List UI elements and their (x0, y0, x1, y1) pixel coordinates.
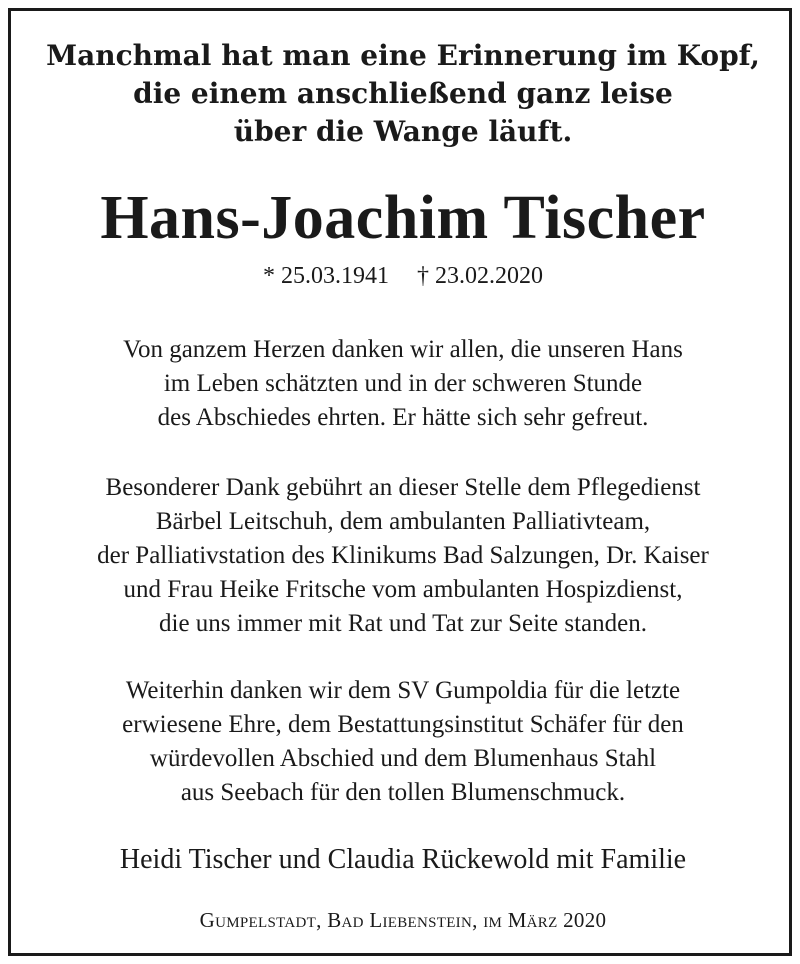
paragraph-line: des Abschiedes ehrten. Er hätte sich sehr gefreut. (157, 404, 649, 431)
paragraph-line: aus Seebach für den tollen Blumenschmuck. (180, 779, 626, 806)
thanks-paragraph (11, 333, 795, 435)
paragraph-line: Von ganzem Herzen danken wir allen, die unseren Hans (123, 336, 683, 363)
paragraph-line: die uns immer mit Rat und Tat zur Seite standen. (159, 610, 647, 637)
paragraph-line: Besonderer Dank gebührt an dieser Stelle dem Pflegedienst (105, 474, 701, 501)
signature: Heidi Tischer und Claudia Rückewold mit Familie (119, 844, 687, 875)
paragraph-line: Bärbel Leitschuh, dem ambulanten Palliativteam, (155, 508, 651, 535)
death-date: † 23.02.2020 (417, 263, 543, 289)
paragraph-line: erwiesene Ehre, dem Bestattungsinstitut Schäfer für den (122, 711, 684, 738)
place-date: Gumpelstadt, Bad Liebenstein, im März 2020 (199, 908, 607, 932)
paragraph-line: und Frau Heike Fritsche vom ambulanten Hospizdienst, (123, 576, 683, 603)
paragraph-line: der Palliativstation des Klinikums Bad Salzungen, Dr. Kaiser (97, 542, 709, 569)
further-thanks-paragraph (11, 674, 795, 810)
quote-line: die einem anschließend ganz leise (133, 77, 673, 110)
deceased-name: Hans-Joachim Tischer (100, 184, 706, 252)
special-thanks-paragraph (11, 471, 795, 641)
birth-date: * 25.03.1941 (263, 263, 389, 289)
paragraph-line: im Leben schätzten und in der schweren Stunde (163, 370, 643, 397)
obituary-frame (8, 8, 792, 956)
paragraph-line: Weiterhin danken wir dem SV Gumpoldia für die letzte (125, 677, 681, 704)
quote-line: Manchmal hat man eine Erinnerung im Kopf, (46, 39, 760, 72)
quote-line: über die Wange läuft. (233, 115, 573, 148)
life-dates (11, 261, 795, 291)
quote (11, 37, 795, 151)
paragraph-line: würdevollen Abschied und dem Blumenhaus Stahl (149, 745, 657, 772)
